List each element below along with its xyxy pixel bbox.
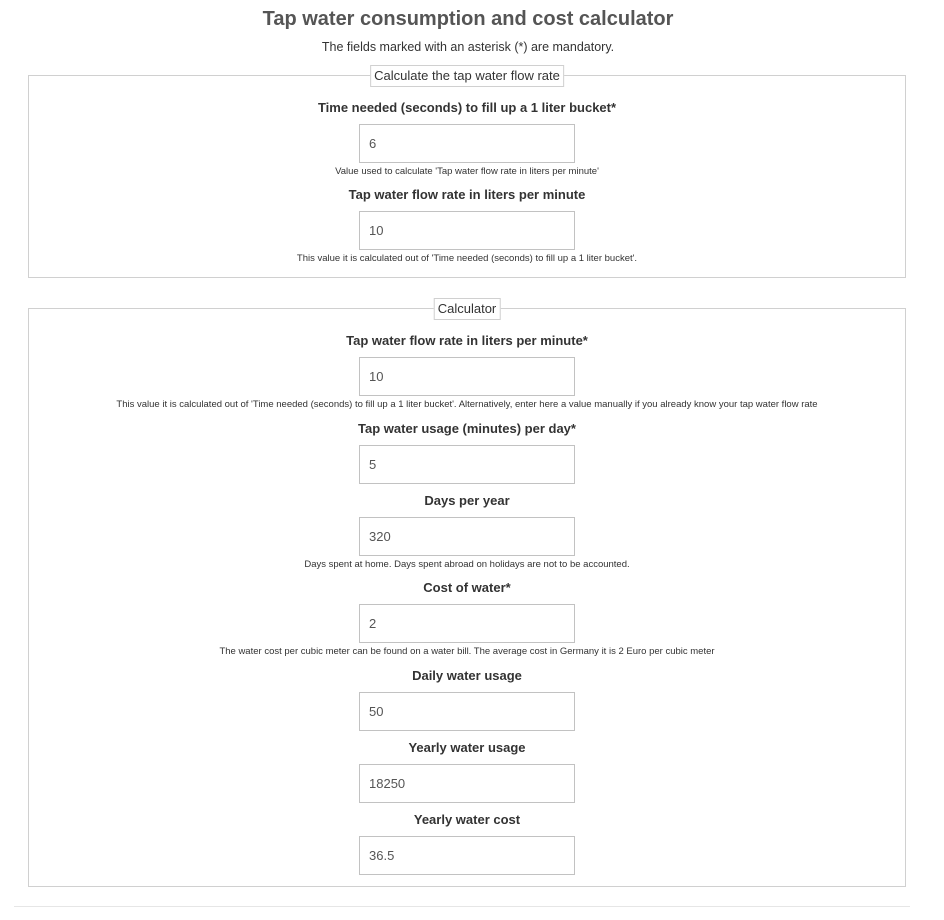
usage-per-day-field [29,421,905,484]
days-per-year-input[interactable] [359,517,575,556]
flow-rate-fieldset [28,68,906,278]
daily-usage-input[interactable] [359,692,575,731]
cost-of-water-label: Cost of water* [423,580,511,595]
footer-divider [14,906,910,907]
cost-of-water-help: The water cost per cubic meter can be found on a water bill. The average cost in Germany it is 2 Euro per cubic meter [219,646,715,657]
calc-flow-rate-input[interactable] [359,357,575,396]
flow-rate-result-field [29,187,905,265]
calculator-legend: Calculator [434,298,501,320]
cost-of-water-input[interactable] [359,604,575,643]
calc-flow-rate-label: Tap water flow rate in liters per minute* [346,333,588,348]
yearly-cost-field [29,812,905,875]
page-subtitle: The fields marked with an asterisk (*) are mandatory. [321,40,615,54]
days-per-year-help: Days spent at home. Days spent abroad on holidays are not to be accounted. [304,559,630,570]
days-per-year-label: Days per year [424,493,510,508]
yearly-usage-field [29,740,905,803]
flow-rate-result-input[interactable] [359,211,575,250]
bucket-time-label: Time needed (seconds) to fill up a 1 liter bucket* [317,100,617,115]
usage-per-day-label: Tap water usage (minutes) per day* [358,421,576,436]
yearly-cost-input[interactable] [359,836,575,875]
page-title: Tap water consumption and cost calculator [262,8,674,30]
daily-usage-label: Daily water usage [412,668,522,683]
bucket-time-help: Value used to calculate 'Tap water flow rate in liters per minute' [335,166,599,177]
bucket-time-field [29,100,905,178]
flow-rate-result-label: Tap water flow rate in liters per minute [348,187,586,202]
yearly-usage-label: Yearly water usage [408,740,526,755]
calc-flow-rate-field [29,333,905,411]
cost-of-water-field [29,580,905,658]
bucket-time-input[interactable] [359,124,575,163]
calc-flow-rate-help: This value it is calculated out of 'Time needed (seconds) to fill up a 1 liter bucket'. Alternatively, enter here a value manually if you already know your tap water flow rate [116,399,818,410]
yearly-usage-input[interactable] [359,764,575,803]
daily-usage-field [29,668,905,731]
flow-rate-legend: Calculate the tap water flow rate [370,65,564,87]
calculator-fieldset [28,301,906,887]
yearly-cost-label: Yearly water cost [413,812,521,827]
days-per-year-field [29,493,905,571]
usage-per-day-input[interactable] [359,445,575,484]
flow-rate-result-help: This value it is calculated out of 'Time needed (seconds) to fill up a 1 liter bucket'. [296,253,638,264]
